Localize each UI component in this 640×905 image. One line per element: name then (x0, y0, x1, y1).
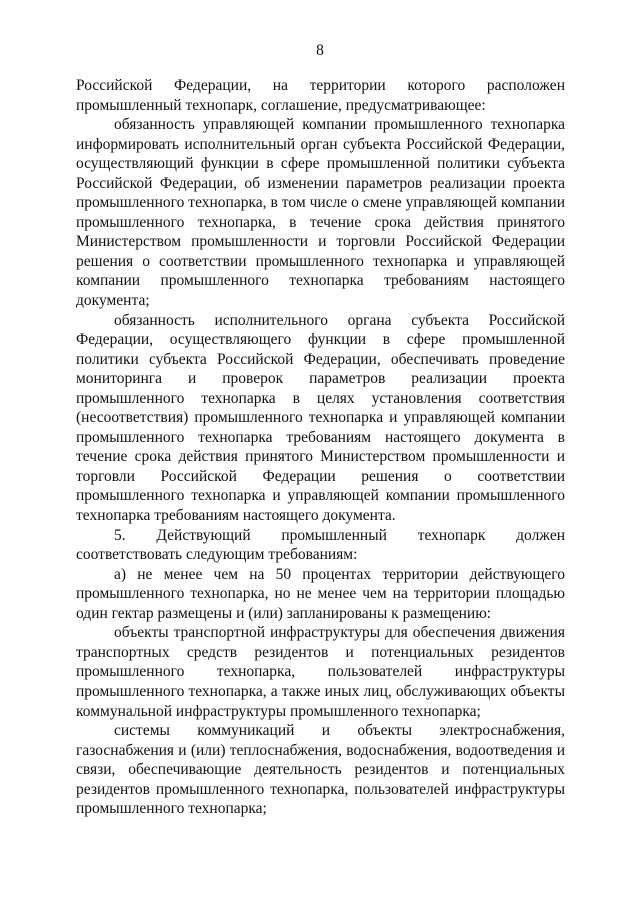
paragraph-transport-infrastructure: объекты транспортной инфраструктуры для обеспечения движения транспортных средств резидентов и потенциальных резидентов промышленного технопарка, пользователей инфраструктуры промышленного технопарка, а также иных лиц, обслуживающих объекты коммунальной инфраструктуры промышленного технопарка; (76, 624, 565, 720)
page-number: 8 (316, 42, 324, 59)
paragraph-section-5: 5. Действующий промышленный технопарк должен соответствовать следующим требованиям: (76, 526, 565, 564)
paragraph-utility-systems: системы коммуникаций и объекты электроснабжения, газоснабжения и (или) теплоснабжения, водоснабжения, водоотведения и связи, обеспечивающие деятельность резидентов и потенциальных резидентов промышленного технопарка, пользователей инфраструктуры промышленного технопарка; (76, 722, 565, 818)
paragraph-management-company-obligation: обязанность управляющей компании промышленного технопарка информировать исполнительный орган субъекта Российской Федерации, осуществляющий функции в сфере промышленной политики субъекта Российской Федерации, об изменении параметров реализации проекта промышленного технопарка, в том числе о смене управляющей компании промышленного технопарка, в течение срока действия принятого Министерством промышленности и торговли Российской Федерации решения о соответствии промышленного технопарка и управляющей компании промышленного технопарка требованиям настоящего документа; (76, 116, 565, 310)
document-body (76, 76, 565, 819)
paragraph-executive-body-obligation: обязанность исполнительного органа субъекта Российской Федерации, осуществляющего функции в сфере промышленной политики субъекта Российской Федерации, обеспечивать проведение мониторинга и проверок параметров реализации проекта промышленного технопарка в целях установления соответствия (несоответствия) промышленного технопарка и управляющей компании промышленного технопарка требованиям настоящего документа в течение срока действия принятого Министерством промышленности и торговли Российской Федерации решения о соответствии промышленного технопарка и управляющей компании промышленного технопарка требованиям настоящего документа. (76, 311, 565, 525)
paragraph-item-a: а) не менее чем на 50 процентах территории действующего промышленного технопарка, но не менее чем на территории площадью один гектар размещены и (или) запланированы к размещению: (76, 565, 565, 622)
paragraph-continuation: Российской Федерации, на территории которого расположен промышленный технопарк, соглашение, предусматривающее: (76, 77, 565, 114)
